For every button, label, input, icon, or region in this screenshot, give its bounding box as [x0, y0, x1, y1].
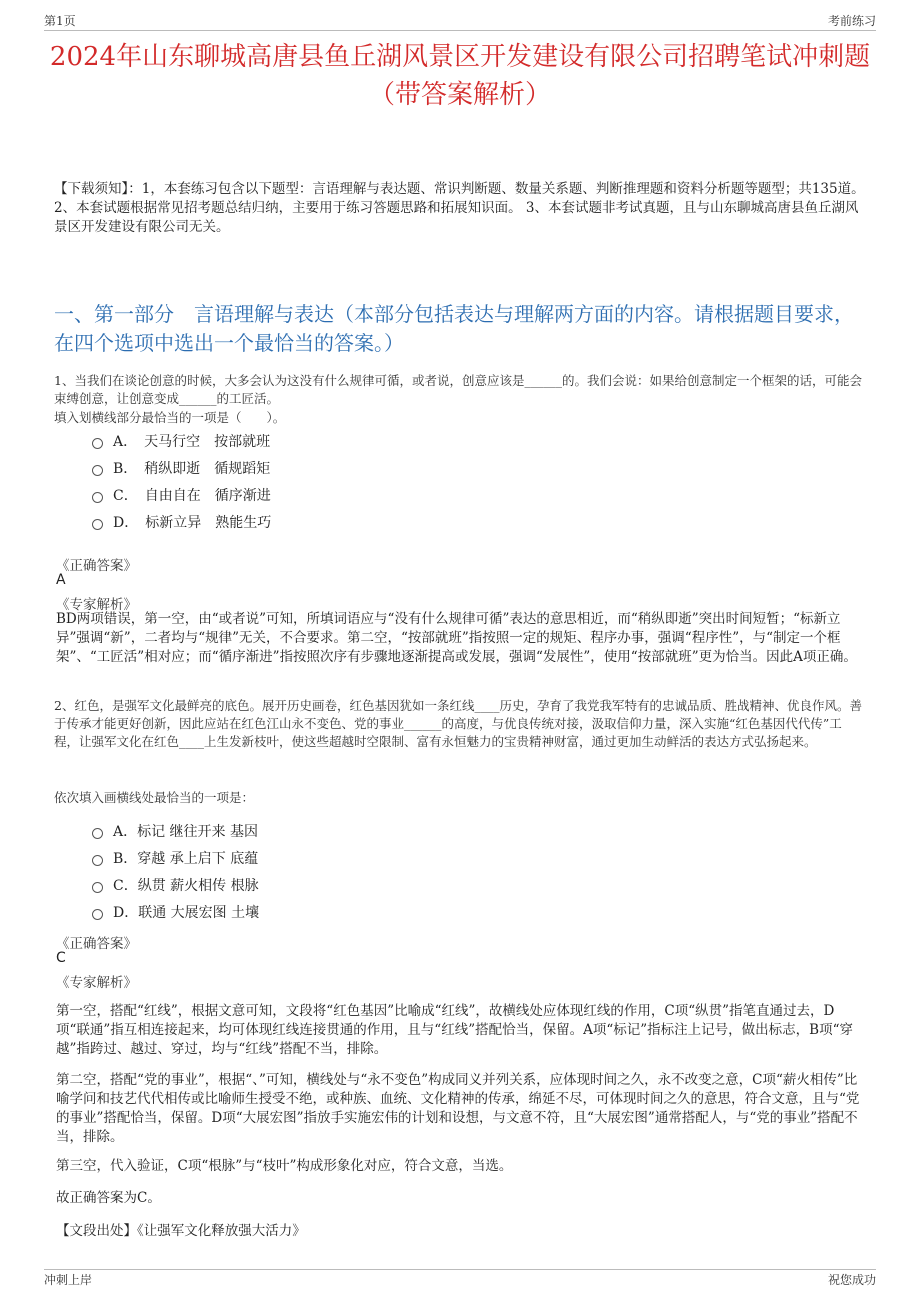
- radio-icon[interactable]: [92, 519, 103, 530]
- question-2-prompt: 依次填入画横线处最恰当的一项是：: [54, 790, 255, 805]
- radio-icon[interactable]: [92, 882, 103, 893]
- radio-icon[interactable]: [92, 492, 103, 503]
- question-1-options: [92, 427, 271, 535]
- analysis-paragraph: 第三空，代入验证，C项“根脉”与“枝叶”构成形象化对应，符合文意，当选。: [56, 1158, 513, 1174]
- footer-divider: [44, 1269, 876, 1270]
- radio-icon[interactable]: [92, 909, 103, 920]
- question-2-stem: 2、红色，是强军文化最鲜亮的底色。展开历史画卷，红色基因犹如一条红线____历史，孕育了我党我军特有的忠诚品质、胜战精神、优良作风。善于传承才能更好创新，因此应站在红色江山永不变色、党的事业______的高度，与优良传统对接，汲取信仰力量，深入实施“红色基因代代传”工程，让强军文化在红色____上生发新枝叶，使这些超越时空限制、富有永恒魅力的宝贵精神财富，通过更加生动鲜活的表达方式弘扬起来。: [54, 698, 862, 749]
- analysis-text: BD两项错误，第一空，由“或者说”可知，所填词语应与“没有什么规律可循”表达的意思相近，而“稍纵即逝”突出时间短暂；“标新立异”强调“新”，二者均与“规律”无关，不合要求。第二空，“按部就班”指按照一定的规矩、程序办事，强调“程序性”，与“制定一个框架”、“工匠活”相对应；而“循序渐进”指按照次序有步骤地逐渐提高或发展，强调“发展性”，使用“按部就班”更为恰当。因此A项正确。: [56, 611, 857, 665]
- option-b[interactable]: B． 稍纵即逝 循规蹈矩: [92, 454, 271, 481]
- option-d[interactable]: D． 标新立异 熟能生巧: [92, 508, 271, 535]
- question-1-stem: 1、当我们在谈论创意的时候，大多会认为这没有什么规律可循，或者说，创意应该是______的。我们会说：如果给创意制定一个框架的话，可能会束缚创意，让创意变成______的工匠活。: [54, 373, 862, 406]
- page-title: 2024年山东聊城高唐县鱼丘湖风景区开发建设有限公司招聘笔试冲刺题（带答案解析）: [49, 42, 871, 110]
- question-2-options: [92, 817, 259, 925]
- source-citation: 【文段出处】《让强军文化释放强大活力》: [56, 1223, 306, 1239]
- section-heading: 一、第一部分 言语理解与表达（本部分包括表达与理解两方面的内容。请根据题目要求，在四个选项中选出一个最恰当的答案。）: [54, 302, 854, 355]
- answer-value: C: [56, 950, 66, 966]
- analysis-label: 《专家解析》: [56, 597, 137, 613]
- analysis-paragraph: 第二空，搭配“党的事业”，根据“、”可知，横线处与“永不变色”构成同义并列关系，应体现时间之久，永不改变之意，C项“薪火相传”比喻学问和技艺代代相传或比喻师生授受不绝，或种族、血统、文化精神的传承，绵延不尽，可体现时间之久的意思，符合文意，且与“党的事业”搭配恰当，保留。D项“大展宏图”指放手实施宏伟的计划和设想，与文意不符，且“大展宏图”通常搭配人，与“党的事业”搭配不当，排除。: [56, 1072, 860, 1145]
- download-notice: 【下载须知】：1，本套练习包含以下题型：言语理解与表达题、常识判断题、数量关系题、判断推理题和资料分析题等题型；共135道。 2、本套试题根据常见招考题总结归纳，主要用于练习答题思路和拓展知识面。 3、本套试题非考试真题，且与山东聊城高唐县鱼丘湖风景区开发建设有限公司无关。: [54, 181, 865, 235]
- option-b[interactable]: B．穿越 承上启下 底蕴: [92, 844, 259, 871]
- analysis-paragraph: 故正确答案为C。: [56, 1190, 161, 1206]
- option-c[interactable]: C．纵贯 薪火相传 根脉: [92, 871, 259, 898]
- answer-label: 《正确答案》: [56, 558, 137, 574]
- page-header: [44, 12, 876, 29]
- footer-left: 冲刺上岸: [44, 1273, 93, 1287]
- radio-icon[interactable]: [92, 828, 103, 839]
- option-d[interactable]: D．联通 大展宏图 土壤: [92, 898, 259, 925]
- footer-right: 祝您成功: [827, 1273, 876, 1287]
- page-number: 第1页: [44, 14, 76, 28]
- radio-icon[interactable]: [92, 438, 103, 449]
- analysis-paragraph: 第一空，搭配“红线”，根据文意可知，文段将“红色基因”比喻成“红线”，故横线处应体现红线的作用，C项“纵贯”指笔直通过去，D项“联通”指互相连接起来，均可体现红线连接贯通的作用，且与“红线”搭配恰当，保留。A项“标记”指标注上记号，做出标志，B项“穿越”指跨过、越过、穿过，均与“红线”搭配不当，排除。: [56, 1003, 853, 1057]
- header-divider: [44, 30, 876, 31]
- page-footer: [44, 1271, 876, 1288]
- analysis-label: 《专家解析》: [56, 975, 137, 991]
- option-a[interactable]: A．标记 继往开来 基因: [92, 817, 259, 844]
- radio-icon[interactable]: [92, 855, 103, 866]
- answer-value: A: [56, 572, 66, 588]
- option-c[interactable]: C． 自由自在 循序渐进: [92, 481, 271, 508]
- header-tag: 考前练习: [827, 14, 876, 28]
- option-a[interactable]: A． 天马行空 按部就班: [92, 427, 271, 454]
- radio-icon[interactable]: [92, 465, 103, 476]
- answer-label: 《正确答案》: [56, 936, 137, 952]
- question-1-prompt: 填入划横线部分最恰当的一项是（ ）。: [54, 410, 286, 425]
